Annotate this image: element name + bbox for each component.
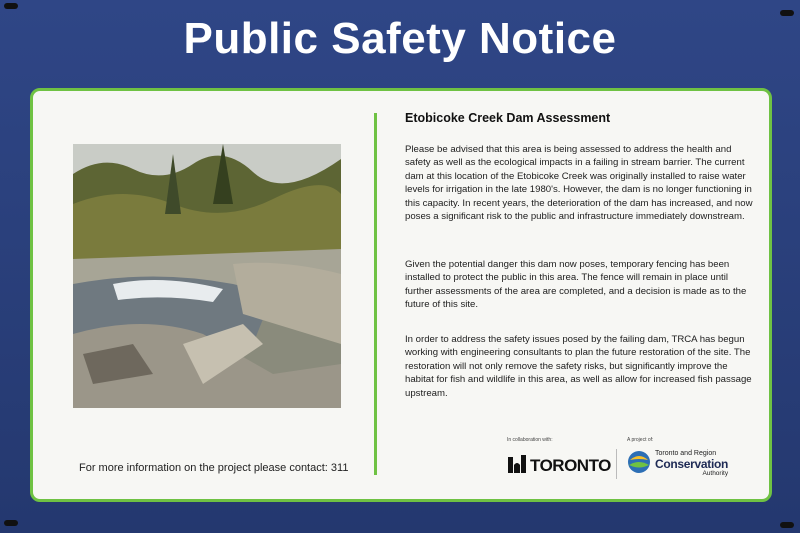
trca-line-3: Authority — [702, 470, 729, 477]
trca-line-1: Toronto and Region — [655, 450, 717, 457]
toronto-logo-text: TORONTO — [530, 455, 611, 475]
mount-bolt — [4, 3, 18, 9]
paragraph-3: In order to address the safety issues posed by the failing dam, TRCA has begun working with engineering consultants to plan the future restoration of the site. The restoration will not only remove the safety risks, but significantly improve the habitat for fish and wildlife in this area, as well as allow for increased fish passage upstream. — [405, 334, 752, 399]
headline: Public Safety Notice — [183, 14, 617, 63]
notice-panel — [30, 88, 772, 502]
photo-caption — [77, 421, 339, 425]
logo-divider — [616, 449, 617, 479]
column-divider — [374, 113, 377, 475]
contact-text: For more information on the project please contact: 311 — [79, 462, 349, 474]
mount-bolt — [4, 520, 18, 526]
trca-leaf-logo-icon — [627, 450, 651, 479]
collaboration-label: In collaboration with: — [507, 437, 553, 443]
trca-logo — [627, 449, 728, 479]
trca-line-2: Conservation — [655, 457, 729, 471]
mount-bolt — [780, 10, 794, 16]
toronto-logo — [507, 453, 611, 478]
notice-title: Etobicoke Creek Dam Assessment — [405, 111, 611, 125]
creek-dam-photo — [73, 144, 341, 408]
project-label: A project of: — [627, 437, 654, 443]
paragraph-1: Please be advised that this area is being assessed to address the health and safety as well as the ecological impacts in a failing in stream barrier. The current dam at this location of the Etobicoke Creek was originally installed to raise water levels for irrigation in the late 1980's. However, the dam is no longer functioning in this capacity. In recent years, the deterioration of the dam has increased, and now poses a significant risk to the public and infrastructure immediately downstream. — [405, 144, 753, 223]
toronto-city-hall-icon — [507, 453, 527, 478]
paragraph-2: Given the potential danger this dam now poses, temporary fencing has been installed to protect the public in this area. The fence will remain in place until further assessments of the area are completed, and a decision is made as to the future of this site. — [405, 259, 747, 311]
mount-bolt — [780, 522, 794, 528]
